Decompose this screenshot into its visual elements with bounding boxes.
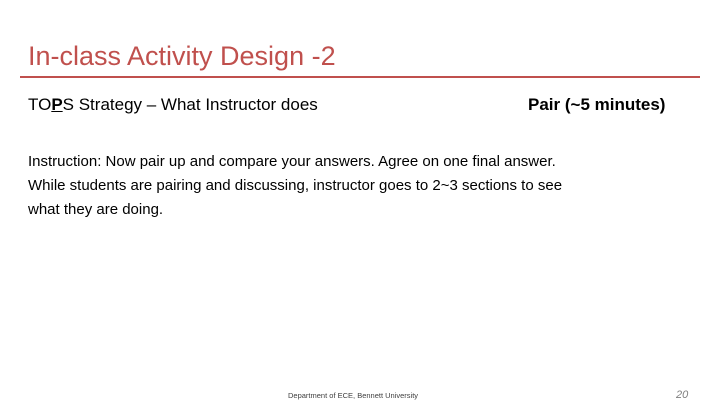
instruction-line: While students are pairing and discussing, instructor goes to 2~3 sections to see: [28, 177, 563, 194]
title-divider: [20, 76, 700, 78]
phase-label: Pair (~5 minutes): [528, 95, 666, 114]
instruction-text: [28, 150, 648, 222]
subtitle-highlight-letter: P: [51, 95, 63, 114]
instruction-line: Instruction: Now pair up and compare your answers. Agree on one final answer.: [28, 153, 556, 170]
page-number: 20: [676, 389, 689, 401]
subtitle-prefix: TO: [28, 95, 52, 114]
footer-department: Department of ECE, Bennett University: [288, 391, 419, 400]
instruction-line: what they are doing.: [28, 201, 164, 218]
subtitle-suffix: S Strategy – What Instructor does: [62, 95, 318, 114]
slide-title: In-class Activity Design -2: [28, 41, 336, 71]
strategy-subtitle: [28, 94, 318, 116]
